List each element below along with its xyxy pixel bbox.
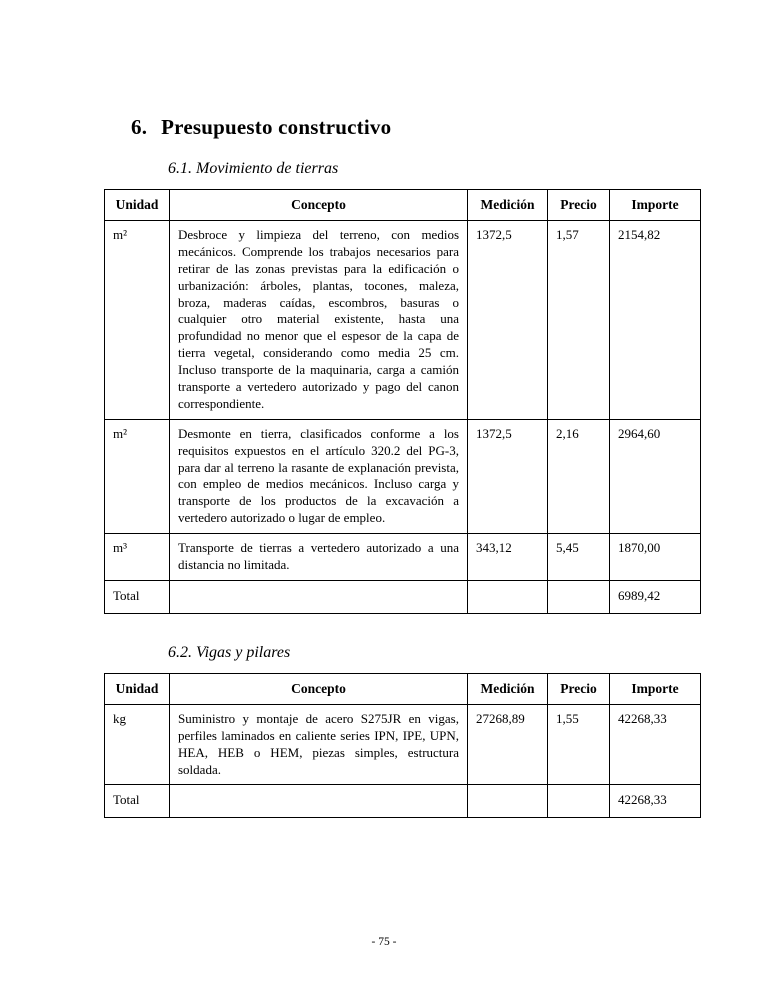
unit-cell: kg xyxy=(105,704,170,785)
table-row xyxy=(105,534,701,581)
unit-cell: m² xyxy=(105,419,170,533)
header-importe: Importe xyxy=(610,673,701,704)
importe-cell: 1870,00 xyxy=(610,534,701,581)
header-precio: Precio xyxy=(548,673,610,704)
header-concepto: Concepto xyxy=(170,673,468,704)
section-vigas-y-pilares xyxy=(104,644,700,819)
concept-cell: Desbroce y limpieza del terreno, con medios mecánicos. Comprende los trabajos necesarios para retirar de las zonas previstas para la edificación o urbanización: árboles, plantas, tocones, maleza, broza, maderas caídas, escombros, basuras o cualquier otro material existente, hasta una profundidad no menor que el espesor de la capa de tierra vegetal, considerando como media 25 cm. Incluso transporte de la maquinaria, carga a camión transporte a vertedero autorizado y pago del canon correspondiente. xyxy=(170,221,468,420)
header-medicion: Medición xyxy=(468,190,548,221)
importe-cell: 2154,82 xyxy=(610,221,701,420)
importe-cell: 42268,33 xyxy=(610,704,701,785)
unit-cell: m³ xyxy=(105,534,170,581)
header-unidad: Unidad xyxy=(105,190,170,221)
document-title-number: 6. xyxy=(131,115,148,139)
header-medicion: Medición xyxy=(468,673,548,704)
table-row xyxy=(105,419,701,533)
section-subtitle: 6.1. Movimiento de tierras xyxy=(168,160,339,177)
medicion-cell: 1372,5 xyxy=(468,221,548,420)
concept-cell: Desmonte en tierra, clasificados conforme a los requisitos expuestos en el artículo 320.2 del PG-3, para dar al terreno la rasante de explanación prevista, con empleo de medios mecánicos. Incluso carga y transporte de los productos de la excavación a vertedero autorizado o lugar de empleo. xyxy=(170,419,468,533)
header-precio: Precio xyxy=(548,190,610,221)
total-row xyxy=(105,580,701,613)
empty-cell xyxy=(468,580,548,613)
medicion-cell: 1372,5 xyxy=(468,419,548,533)
precio-cell: 1,57 xyxy=(548,221,610,420)
section-movimiento-de-tierras xyxy=(104,160,700,614)
empty-cell xyxy=(170,785,468,818)
table-header-row xyxy=(105,190,701,221)
page-number: - 75 - xyxy=(371,936,397,948)
header-concepto: Concepto xyxy=(170,190,468,221)
total-row xyxy=(105,785,701,818)
header-importe: Importe xyxy=(610,190,701,221)
total-label-cell: Total xyxy=(105,580,170,613)
precio-cell: 5,45 xyxy=(548,534,610,581)
header-unidad: Unidad xyxy=(105,673,170,704)
total-importe-cell: 6989,42 xyxy=(610,580,701,613)
empty-cell xyxy=(548,785,610,818)
concept-cell: Suministro y montaje de acero S275JR en vigas, perfiles laminados en caliente series IPN, IPE, UPN, HEA, HEB o HEM, piezas simples, estructura soldada. xyxy=(170,704,468,785)
budget-table-movimiento-de-tierras xyxy=(104,189,701,614)
medicion-cell: 343,12 xyxy=(468,534,548,581)
table-header-row xyxy=(105,673,701,704)
medicion-cell: 27268,89 xyxy=(468,704,548,785)
precio-cell: 2,16 xyxy=(548,419,610,533)
section-subtitle: 6.2. Vigas y pilares xyxy=(168,643,291,661)
table-row xyxy=(105,704,701,785)
total-label-cell: Total xyxy=(105,785,170,818)
total-importe-cell: 42268,33 xyxy=(610,785,701,818)
document-title-text: Presupuesto constructivo xyxy=(161,115,392,139)
precio-cell: 1,55 xyxy=(548,704,610,785)
table-row xyxy=(105,221,701,420)
budget-table-vigas-y-pilares xyxy=(104,673,701,819)
concept-cell: Transporte de tierras a vertedero autorizado a una distancia no limitada. xyxy=(170,534,468,581)
importe-cell: 2964,60 xyxy=(610,419,701,533)
empty-cell xyxy=(548,580,610,613)
empty-cell xyxy=(170,580,468,613)
empty-cell xyxy=(468,785,548,818)
unit-cell: m² xyxy=(105,221,170,420)
document-title xyxy=(131,115,700,140)
